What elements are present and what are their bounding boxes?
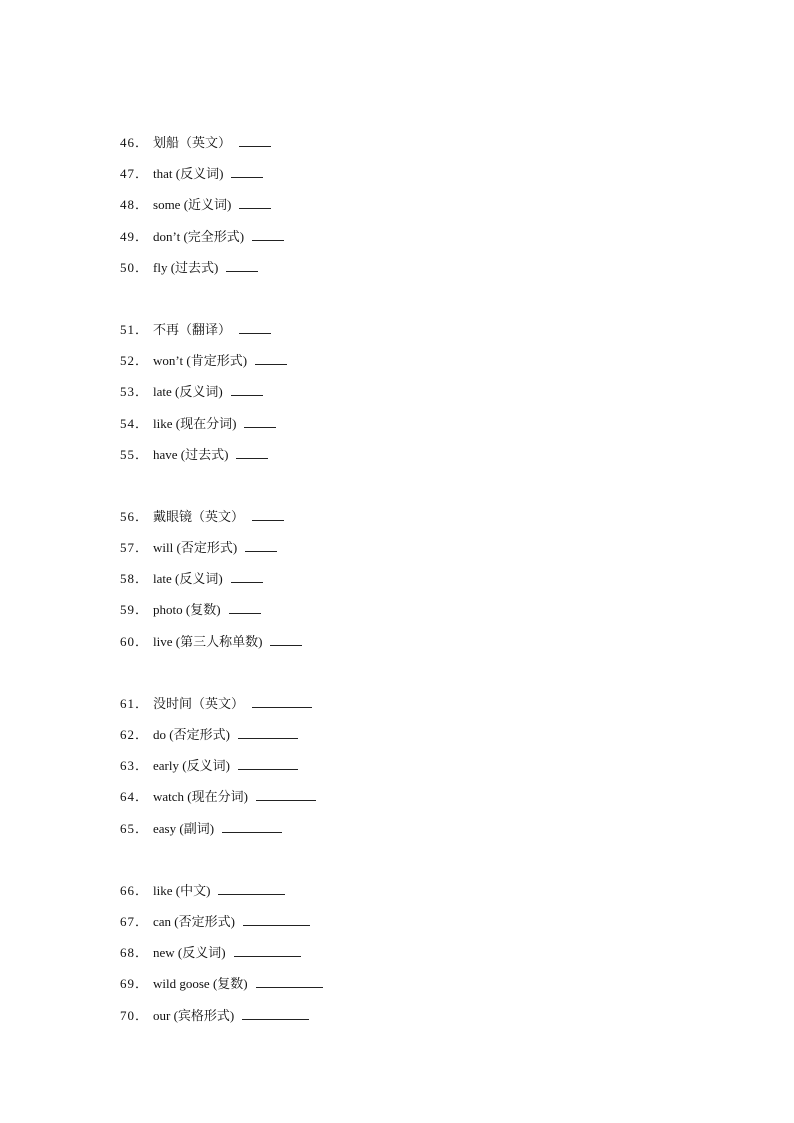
answer-blank[interactable]	[238, 755, 298, 770]
question-item	[120, 443, 720, 474]
answer-blank[interactable]	[252, 226, 284, 241]
question-number: 55．	[120, 446, 150, 462]
question-group-5	[120, 879, 720, 1035]
question-number: 47．	[120, 166, 150, 182]
question-number: 70．	[120, 1007, 150, 1023]
question-item	[120, 505, 720, 536]
question-number: 64．	[120, 789, 150, 805]
question-prompt: live (第三人称单数)	[153, 633, 263, 649]
question-prompt: easy (副词)	[153, 820, 215, 836]
question-number: 66．	[120, 882, 150, 898]
worksheet	[120, 131, 720, 1035]
answer-blank[interactable]	[256, 786, 316, 801]
answer-blank[interactable]	[231, 163, 263, 178]
question-number: 46．	[120, 135, 150, 150]
question-number: 65．	[120, 820, 150, 836]
question-number: 59．	[120, 602, 150, 618]
question-group-1	[120, 131, 720, 287]
question-number: 67．	[120, 913, 150, 929]
question-item	[120, 692, 720, 723]
question-item	[120, 225, 720, 256]
answer-blank[interactable]	[245, 537, 277, 552]
question-prompt: like (现在分词)	[153, 415, 237, 431]
question-number: 52．	[120, 353, 150, 369]
answer-blank[interactable]	[244, 413, 276, 428]
question-prompt: watch (现在分词)	[153, 789, 248, 805]
question-item	[120, 380, 720, 411]
question-prompt: some (近义词)	[153, 197, 232, 213]
answer-blank[interactable]	[242, 1005, 309, 1020]
question-item	[120, 817, 720, 848]
answer-blank[interactable]	[243, 911, 310, 926]
question-item	[120, 941, 720, 972]
question-prompt: have (过去式)	[153, 446, 229, 462]
question-number: 57．	[120, 540, 150, 556]
question-item	[120, 193, 720, 224]
question-item	[120, 879, 720, 910]
question-number: 49．	[120, 228, 150, 244]
question-prompt: wild goose (复数)	[153, 976, 248, 992]
question-number: 53．	[120, 384, 150, 400]
answer-blank[interactable]	[234, 942, 301, 957]
question-item	[120, 256, 720, 287]
answer-blank[interactable]	[238, 724, 298, 739]
question-prompt: will (否定形式)	[153, 540, 238, 556]
question-number: 51．	[120, 321, 150, 337]
question-item	[120, 162, 720, 193]
question-item	[120, 318, 720, 349]
question-prompt: won’t (肯定形式)	[153, 353, 248, 369]
question-number: 58．	[120, 571, 150, 587]
question-prompt: don’t (完全形式)	[153, 228, 245, 244]
question-item	[120, 412, 720, 443]
question-prompt: 不再（翻译）	[153, 321, 232, 337]
question-number: 48．	[120, 197, 150, 213]
question-item	[120, 131, 720, 162]
answer-blank[interactable]	[252, 506, 284, 521]
question-prompt: fly (过去式)	[153, 259, 219, 275]
question-item	[120, 536, 720, 567]
answer-blank[interactable]	[252, 693, 312, 708]
question-number: 56．	[120, 508, 150, 524]
question-group-3	[120, 505, 720, 661]
question-item	[120, 567, 720, 598]
question-item	[120, 1004, 720, 1035]
question-item	[120, 972, 720, 1003]
question-number: 50．	[120, 259, 150, 275]
question-item	[120, 630, 720, 661]
question-item	[120, 754, 720, 785]
answer-blank[interactable]	[231, 381, 263, 396]
answer-blank[interactable]	[239, 194, 271, 209]
question-number: 60．	[120, 633, 150, 649]
answer-blank[interactable]	[222, 818, 282, 833]
question-item	[120, 349, 720, 380]
answer-blank[interactable]	[229, 599, 261, 614]
answer-blank[interactable]	[236, 444, 268, 459]
question-item	[120, 723, 720, 754]
answer-blank[interactable]	[231, 568, 263, 583]
question-prompt: can (否定形式)	[153, 913, 235, 929]
question-prompt: late (反义词)	[153, 571, 223, 587]
answer-blank[interactable]	[239, 319, 271, 334]
answer-blank[interactable]	[270, 631, 302, 646]
question-prompt: our (宾格形式)	[153, 1007, 235, 1023]
question-item	[120, 598, 720, 629]
question-number: 69．	[120, 976, 150, 992]
question-number: 68．	[120, 945, 150, 961]
question-number: 63．	[120, 758, 150, 774]
answer-blank[interactable]	[256, 973, 323, 988]
answer-blank[interactable]	[218, 880, 285, 895]
question-prompt: new (反义词)	[153, 945, 226, 961]
question-prompt: 划船（英文）	[153, 135, 232, 150]
question-prompt: late (反义词)	[153, 384, 223, 400]
answer-blank[interactable]	[239, 132, 271, 147]
question-item	[120, 785, 720, 816]
question-number: 61．	[120, 695, 150, 711]
question-prompt: 戴眼镜（英文）	[153, 508, 245, 524]
answer-blank[interactable]	[255, 350, 287, 365]
question-number: 62．	[120, 727, 150, 742]
question-prompt: do (否定形式)	[153, 727, 230, 742]
question-group-2	[120, 318, 720, 474]
question-prompt: photo (复数)	[153, 602, 221, 618]
question-group-4	[120, 692, 720, 848]
question-item	[120, 910, 720, 941]
question-number: 54．	[120, 415, 150, 431]
question-prompt: early (反义词)	[153, 758, 230, 774]
question-prompt: like (中文)	[153, 882, 211, 898]
question-prompt: 没时间（英文）	[153, 695, 245, 711]
answer-blank[interactable]	[226, 257, 258, 272]
question-prompt: that (反义词)	[153, 166, 224, 182]
